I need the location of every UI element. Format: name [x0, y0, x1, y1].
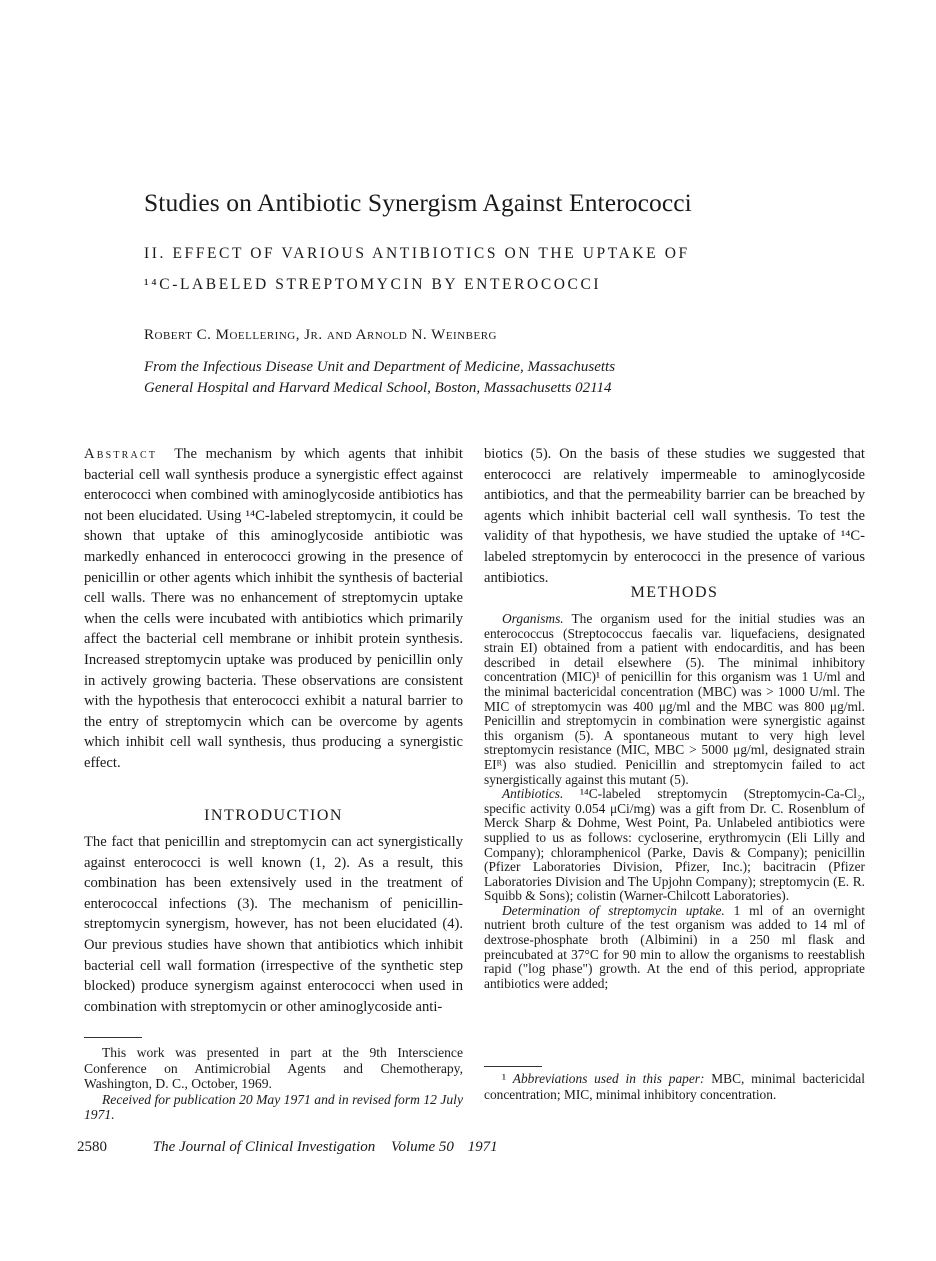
footnote-abbreviations	[484, 1071, 865, 1102]
determination-label: Determination of streptomycin uptake.	[502, 902, 725, 918]
methods-determination	[484, 904, 865, 992]
antibiotics-label: Antibiotics.	[502, 786, 564, 802]
abstract	[84, 444, 463, 774]
methods-antibiotics	[484, 787, 865, 904]
paper-subtitle-line-1: II. EFFECT OF VARIOUS ANTIBIOTICS ON THE UPTAKE OF	[144, 245, 690, 262]
affiliation-line-1: From the Infectious Disease Unit and Department of Medicine, Massachusetts	[144, 359, 616, 375]
paper-subtitle-line-2: ¹⁴C-LABELED STREPTOMYCIN BY ENTEROCOCCI	[144, 276, 602, 293]
introduction-heading: INTRODUCTION	[204, 807, 343, 824]
organisms-label: Organisms.	[502, 611, 564, 626]
left-footnotes	[84, 1045, 463, 1123]
journal-year: 1971	[467, 1139, 498, 1155]
paper-title: Studies on Antibiotic Synergism Against Enterococci	[144, 188, 692, 217]
introduction-continuation-text: biotics (5). On the basis of these studies we suggested that enterococci are relatively impermeable to aminoglycoside antibiotics, and that the permeability barrier can be breached by agents which inhibit bacterial cell wall synthesis. To test the validity of that hypothesis, we have studied the uptake of ¹⁴C-labeled streptomycin by enterococci in the presence of various antibiotics.	[484, 446, 865, 586]
introduction-paragraph: The fact that penicillin and streptomycin can act synergistically against enterococci is well known (1, 2). As a result, this combination has been extensively used in the treatment of enterococcal infections (3). The mechanism of penicillin-streptomycin synergism, however, has not been elucidated (4). Our previous studies have shown that antibiotics which inhibit bacterial cell wall formation (irrespective of the synthetic step blocked) produce synergism against enterococci when used in combination with streptomycin or other aminoglycoside anti-	[84, 834, 463, 1015]
footnote-presented: This work was presented in part at the 9th Interscience Conference on Antimicrobial Agents and Chemotherapy, Washington, D. C., October, 1969.	[84, 1045, 463, 1092]
footnote-label: Abbreviations used in this paper:	[512, 1071, 705, 1086]
introduction-continuation	[484, 444, 865, 588]
organisms-text: The organism used for the initial studies was an enterococcus (Streptococcus faecalis var. liquefaciens, designated strain EI) obtained from a patient with endocarditis, and has been described in detail elsewhere (5). The minimal inhibitory concentration (MIC)¹ of penicillin for this organism was 1 U/ml and the minimal bactericidal concentration (MBC) was > 1000 U/ml. The MIC of streptomycin was 400 μg/ml and the MBC was 800 μg/ml. Penicillin and streptomycin in combination were synergistic against this organism (5). A spontaneous mutant to very high level streptomycin resistance (MIC, MBC > 5000 μg/ml, designated strain EIᴿ) was also studied. Penicillin and streptomycin failed to act synergistically against this mutant (5).	[484, 611, 865, 787]
determination-text: 1 ml of an overnight nutrient broth culture of the test organism was added to 14 ml of dextrose-phosphate broth (Albimini) in a 250 ml flask and preincubated at 37°C for 90 min to allow the organisms to reestablish rapid ("log phase") growth. At the end of this period, appropriate antibiotics were added;	[484, 902, 865, 991]
page-number: 2580	[77, 1139, 107, 1155]
antibiotics-text: ¹⁴C-labeled streptomycin (Streptomycin-Ca-Cl₂, specific activity 0.054 μCi/mg) was a gift from Dr. C. Rosenblum of Merck Sharp & Dohme, West Point, Pa. Unlabeled antibiotics were supplied to us as follows: cycloserine, erythromycin (Eli Lilly and Company); chloramphenicol (Parke, Davis & Company); penicillin (Pfizer Laboratories Division, Pfizer, Inc.); bacitracin (Pfizer Laboratories Division and The Upjohn Company); streptomycin (E. R. Squibb & Sons); colistin (Warner-Chilcott Laboratories).	[484, 786, 865, 904]
methods-organisms	[484, 612, 865, 787]
methods-section	[484, 612, 865, 991]
authors: Robert C. Moellering, Jr. and Arnold N. Weinberg	[144, 327, 497, 343]
affiliation-line-2: General Hospital and Harvard Medical School, Boston, Massachusetts 02114	[144, 380, 612, 396]
abstract-label: Abstract	[84, 446, 158, 462]
footnote-divider-right	[484, 1066, 542, 1067]
abstract-text: The mechanism by which agents that inhibit bacterial cell wall synthesis produce a synergistic effect against enterococci when combined with aminoglycoside antibiotics has not been elucidated. Using ¹⁴C-labeled streptomycin, it could be shown that uptake of this aminoglycoside antibiotic was markedly enhanced in enterococci growing in the presence of penicillin or other agents which inhibit the synthesis of bacterial cell walls. There was no enhancement of streptomycin uptake when the cells were incubated with antibiotics which primarily affect the bacterial cell membrane or inhibit protein synthesis. Increased streptomycin uptake was produced by penicillin only in actively growing bacteria. These observations are consistent with the hypothesis that enterococci exhibit a natural barrier to the entry of streptomycin which can be overcome by agents which inhibit cell wall synthesis, thus producing a synergistic effect.	[84, 446, 463, 771]
introduction-text	[84, 832, 463, 1017]
affiliation	[144, 357, 615, 399]
footnote-text: MBC, minimal bactericidal concentration; MIC, minimal inhibitory concentration.	[484, 1071, 865, 1102]
journal-name: The Journal of Clinical Investigation	[152, 1139, 376, 1155]
footnote-received: Received for publication 20 May 1971 and in revised form 12 July 1971.	[84, 1091, 463, 1123]
methods-heading: METHODS	[630, 584, 719, 601]
page-footer	[77, 1139, 498, 1156]
footnote-divider	[84, 1037, 142, 1038]
journal-volume: Volume 50	[390, 1139, 454, 1155]
footnote-marker: ¹	[502, 1071, 507, 1086]
